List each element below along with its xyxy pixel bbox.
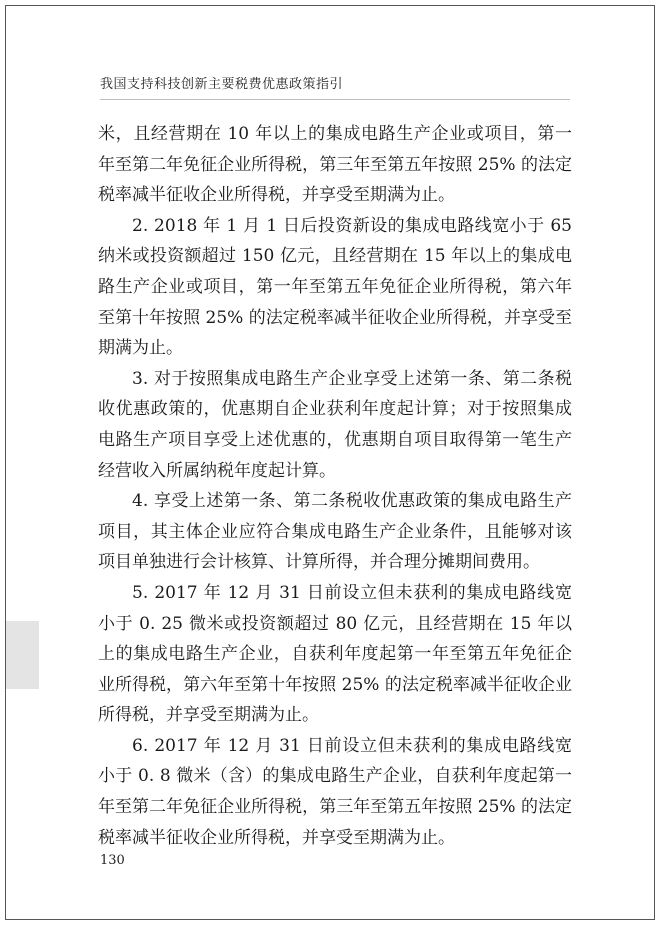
header-rule (100, 99, 570, 100)
paragraph-item-3: 3. 对于按照集成电路生产企业享受上述第一条、第二条税收优惠政策的，优惠期自企业获利年度起计算；对于按照集成电路生产项目享受上述优惠的，优惠期自项目取得第一笔生产经营收入所属纳税年度起计算。 (98, 368, 572, 481)
paragraph-item-6: 6. 2017 年 12 月 31 日前设立但未获利的集成电路线宽小于 0. 8 微米（含）的集成电路生产企业，自获利年度起第一年至第二年免征企业所得税，第三年至第五年按照 25% 的法定税率减半征收企业所得税，并享受至期满为止。 (98, 735, 572, 848)
paragraph-item-5: 5. 2017 年 12 月 31 日前设立但未获利的集成电路线宽小于 0. 25 微米或投资额超过 80 亿元，且经营期在 15 年以上的集成电路生产企业，自获利年度起第一年至第五年免征企业所得税，第六年至第十年按照 25% 的法定税率减半征收企业所得税，并享受至期满为止。 (98, 582, 572, 726)
body-text (98, 119, 572, 853)
paragraph-item-4: 4. 享受上述第一条、第二条税收优惠政策的集成电路生产项目，其主体企业应符合集成电路生产企业条件，且能够对该项目单独进行会计核算、计算所得，并合理分摊期间费用。 (98, 491, 572, 573)
side-thumb-tab (6, 621, 39, 689)
paragraph-continued: 米，且经营期在 10 年以上的集成电路生产企业或项目，第一年至第二年免征企业所得税，第三年至第五年按照 25% 的法定税率减半征收企业所得税，并享受至期满为止。 (98, 124, 572, 206)
running-header: 我国支持科技创新主要税费优惠政策指引 (100, 77, 344, 92)
page-number: 130 (100, 853, 125, 868)
paragraph-item-2: 2. 2018 年 1 月 1 日后投资新设的集成电路线宽小于 65 纳米或投资额超过 150 亿元，且经营期在 15 年以上的集成电路生产企业或项目，第一年至第五年免征企业所得税，第六年至第十年按照 25% 的法定税率减半征收企业所得税，并享受至期满为止。 (98, 215, 572, 359)
